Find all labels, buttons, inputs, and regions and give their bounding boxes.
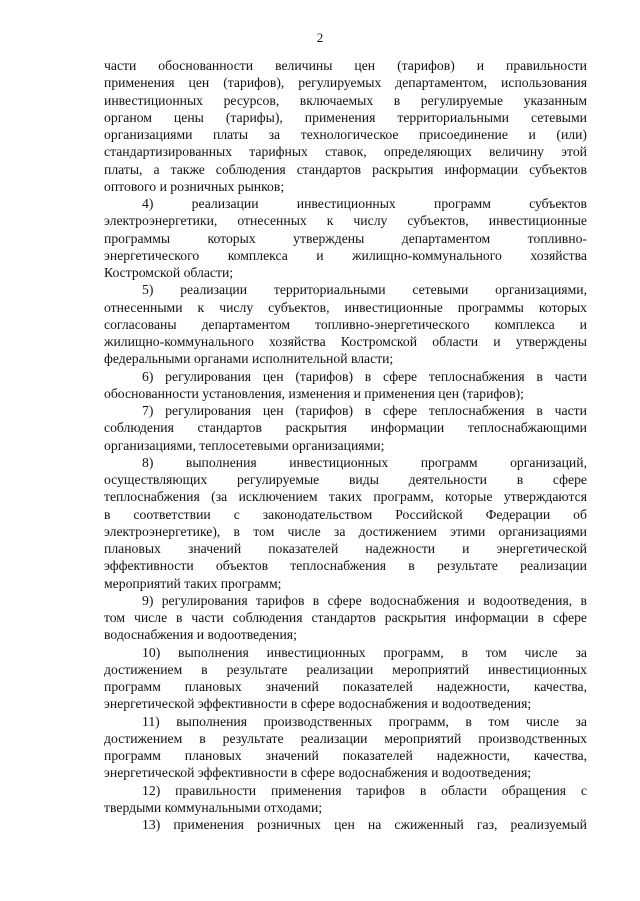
paragraph — [104, 57, 587, 195]
paragraph — [104, 782, 587, 817]
text-line: согласованы департаментом топливно-энергетического комплекса и — [104, 316, 587, 332]
paragraph — [104, 713, 587, 782]
paragraph — [104, 454, 587, 592]
text-line: оптового и розничных рынков; — [104, 178, 285, 194]
text-line: программ плановых значений показателей надежности, качества, — [104, 679, 587, 694]
text-line: соблюдения стандартов раскрытия информации теплоснабжающими — [104, 420, 587, 436]
text-line: в соответствии с законодательством Российской Федерации об — [104, 506, 587, 522]
text-line: энергетической эффективности в сфере водоснабжения и водоотведения; — [104, 765, 532, 781]
paragraph — [104, 368, 587, 403]
paragraph — [104, 402, 587, 454]
text-line: осуществляющих регулируемые виды деятельности в сфере — [104, 472, 587, 487]
text-line: жилищно-коммунального хозяйства Костромской области и утверждены — [104, 334, 587, 349]
text-line: 9) регулирования тарифов в сфере водоснабжения и водоотведения, в — [142, 592, 587, 608]
text-line: 7) регулирования цен (тарифов) в сфере теплоснабжения в части — [142, 403, 587, 418]
paragraph — [104, 281, 587, 367]
text-line: части обоснованности величины цен (тарифов) и правильности — [104, 58, 587, 73]
text-line: 6) регулирования цен (тарифов) в сфере теплоснабжения в части — [142, 368, 587, 384]
text-line: применения цен (тарифов), регулируемых департаментом, использования — [104, 75, 587, 91]
text-line: платы, а также соблюдения стандартов раскрытия информации субъектов — [104, 161, 587, 177]
text-line: 11) выполнения производственных программ, в том числе за — [142, 713, 587, 729]
text-line: твердыми коммунальными отходами; — [104, 799, 323, 815]
text-line: электроэнергетике), в том числе за достижением этими организациями — [104, 523, 587, 539]
document-body — [104, 57, 587, 833]
text-line: электроэнергетики, отнесенных к числу субъектов, инвестиционные — [104, 213, 587, 229]
page-number: 2 — [316, 30, 324, 45]
text-line: достижением в результате реализации мероприятий инвестиционных — [104, 661, 587, 677]
paragraph — [104, 592, 587, 644]
text-line: эффективности объектов теплоснабжения в результате реализации — [104, 558, 587, 574]
text-line: 13) применения розничных цен на сжиженный газ, реализуемый — [142, 817, 587, 832]
text-line: Костромской области; — [104, 265, 234, 280]
text-line: энергетической эффективности в сфере водоснабжения и водоотведения; — [104, 696, 532, 712]
text-line: энергетического комплекса и жилищно-коммунального хозяйства — [104, 247, 587, 263]
text-line: отнесенными к числу субъектов, инвестиционные программы которых — [104, 299, 587, 315]
text-line: организациями платы за технологическое присоединение и (или) — [104, 127, 587, 142]
text-line: инвестиционных ресурсов, включаемых в регулируемые указанным — [104, 92, 587, 108]
text-line: программы которых утверждены департаментом топливно- — [104, 230, 587, 246]
text-line: 4) реализации инвестиционных программ субъектов — [142, 196, 587, 211]
text-line: стандартизированных тарифных ставок, определяющих величину этой — [104, 144, 587, 160]
paragraph — [104, 816, 587, 833]
text-line: 12) правильности применения тарифов в области обращения с — [142, 782, 587, 798]
text-line: том числе в части соблюдения стандартов раскрытия информации в сфере — [104, 610, 587, 625]
text-line: мероприятий таких программ; — [104, 575, 282, 591]
text-line: 5) реализации территориальными сетевыми организациями, — [142, 282, 587, 298]
text-line: теплоснабжения (за исключением таких программ, которые утверждаются — [104, 489, 587, 505]
text-line: водоснабжения и водоотведения; — [104, 627, 297, 643]
paragraph — [104, 195, 587, 281]
text-line: обоснованности установления, изменения и применения цен (тарифов); — [104, 385, 524, 401]
text-line: организациями, теплосетевыми организациями; — [104, 437, 385, 453]
paragraph — [104, 644, 587, 713]
text-line: программ плановых значений показателей надежности, качества, — [104, 748, 587, 763]
text-line: плановых значений показателей надежности и энергетической — [104, 541, 587, 556]
text-line: 8) выполнения инвестиционных программ организаций, — [142, 454, 587, 470]
text-line: федеральными органами исполнительной власти; — [104, 351, 394, 367]
text-line: 10) выполнения инвестиционных программ, в том числе за — [142, 644, 587, 660]
text-line: достижением в результате реализации мероприятий производственных — [104, 730, 587, 746]
text-line: органом цены (тарифы), применения территориальными сетевыми — [104, 109, 587, 125]
